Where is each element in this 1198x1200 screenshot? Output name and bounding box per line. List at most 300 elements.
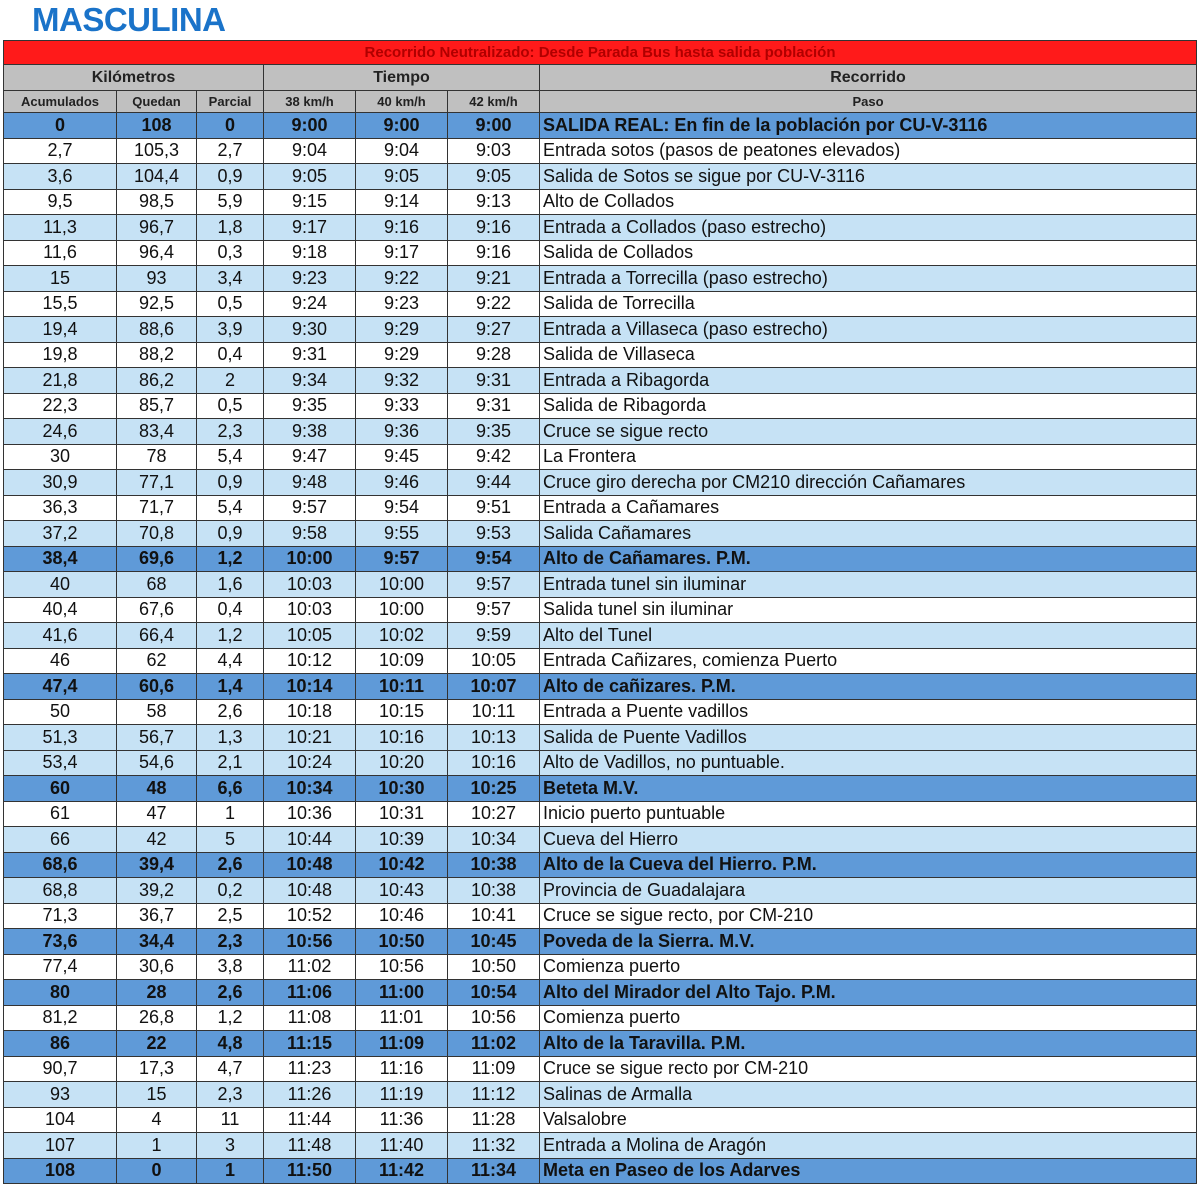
cell-km-acumulados: 46 [4, 648, 117, 674]
cell-km-quedan: 48 [117, 776, 197, 802]
cell-time-42: 10:41 [448, 903, 540, 929]
cell-time-42: 11:34 [448, 1158, 540, 1184]
cell-km-acumulados: 37,2 [4, 521, 117, 547]
cell-km-parcial: 2,6 [197, 980, 264, 1006]
cell-km-quedan: 86,2 [117, 368, 197, 394]
cell-km-parcial: 2,6 [197, 699, 264, 725]
cell-km-parcial: 1,2 [197, 546, 264, 572]
cell-km-parcial: 5,4 [197, 495, 264, 521]
cell-paso: SALIDA REAL: En fin de la población por CU-V-3116 [540, 113, 1197, 139]
cell-paso: Alto del Tunel [540, 623, 1197, 649]
cell-time-42: 10:16 [448, 750, 540, 776]
cell-time-38: 9:57 [264, 495, 356, 521]
cell-time-40: 10:20 [356, 750, 448, 776]
cell-km-quedan: 88,6 [117, 317, 197, 343]
cell-time-42: 10:56 [448, 1005, 540, 1031]
table-row [4, 368, 1197, 394]
cell-time-38: 9:04 [264, 138, 356, 164]
cell-paso: Alto de Collados [540, 189, 1197, 215]
cell-paso: Entrada a Collados (paso estrecho) [540, 215, 1197, 241]
cell-km-quedan: 83,4 [117, 419, 197, 445]
table-row [4, 1133, 1197, 1159]
cell-km-quedan: 56,7 [117, 725, 197, 751]
cell-km-acumulados: 40 [4, 572, 117, 598]
cell-time-40: 10:31 [356, 801, 448, 827]
group-time: Tiempo [264, 65, 540, 91]
cell-km-quedan: 104,4 [117, 164, 197, 190]
cell-time-38: 10:48 [264, 852, 356, 878]
cell-paso: Salida de Torrecilla [540, 291, 1197, 317]
cell-paso: Entrada Cañizares, comienza Puerto [540, 648, 1197, 674]
cell-paso: Alto del Mirador del Alto Tajo. P.M. [540, 980, 1197, 1006]
cell-km-quedan: 69,6 [117, 546, 197, 572]
cell-km-parcial: 0,5 [197, 393, 264, 419]
cell-time-42: 10:50 [448, 954, 540, 980]
cell-km-quedan: 58 [117, 699, 197, 725]
cell-time-38: 10:18 [264, 699, 356, 725]
cell-time-40: 9:29 [356, 317, 448, 343]
cell-time-42: 11:32 [448, 1133, 540, 1159]
table-row [4, 597, 1197, 623]
cell-time-38: 9:18 [264, 240, 356, 266]
cell-km-acumulados: 19,4 [4, 317, 117, 343]
cell-km-quedan: 92,5 [117, 291, 197, 317]
cell-time-42: 11:28 [448, 1107, 540, 1133]
cell-time-42: 11:12 [448, 1082, 540, 1108]
table-row [4, 980, 1197, 1006]
cell-km-quedan: 28 [117, 980, 197, 1006]
cell-time-40: 11:00 [356, 980, 448, 1006]
cell-paso: Poveda de la Sierra. M.V. [540, 929, 1197, 955]
cell-km-acumulados: 68,8 [4, 878, 117, 904]
cell-time-42: 10:38 [448, 852, 540, 878]
cell-km-acumulados: 71,3 [4, 903, 117, 929]
cell-time-38: 9:24 [264, 291, 356, 317]
banner-text: Recorrido Neutralizado: Desde Parada Bus hasta salida población [4, 41, 1197, 65]
cell-paso: Entrada a Ribagorda [540, 368, 1197, 394]
table-row [4, 572, 1197, 598]
cell-km-acumulados: 38,4 [4, 546, 117, 572]
table-row [4, 1158, 1197, 1184]
cell-km-quedan: 108 [117, 113, 197, 139]
cell-time-42: 9:16 [448, 240, 540, 266]
col-38kmh: 38 km/h [264, 91, 356, 113]
cell-time-40: 9:55 [356, 521, 448, 547]
cell-km-acumulados: 41,6 [4, 623, 117, 649]
cell-time-42: 9:03 [448, 138, 540, 164]
cell-km-parcial: 3,4 [197, 266, 264, 292]
cell-paso: Alto de Vadillos, no puntuable. [540, 750, 1197, 776]
cell-time-40: 9:33 [356, 393, 448, 419]
page-title: MASCULINA [32, 1, 226, 38]
table-row [4, 903, 1197, 929]
cell-time-40: 10:00 [356, 597, 448, 623]
cell-paso: Cruce se sigue recto por CM-210 [540, 1056, 1197, 1082]
cell-km-acumulados: 30,9 [4, 470, 117, 496]
cell-time-38: 11:48 [264, 1133, 356, 1159]
cell-km-parcial: 2,3 [197, 1082, 264, 1108]
cell-km-parcial: 4,7 [197, 1056, 264, 1082]
cell-km-quedan: 62 [117, 648, 197, 674]
cell-km-acumulados: 36,3 [4, 495, 117, 521]
cell-km-parcial: 3 [197, 1133, 264, 1159]
cell-time-42: 10:13 [448, 725, 540, 751]
cell-paso: Salida tunel sin iluminar [540, 597, 1197, 623]
cell-time-38: 11:02 [264, 954, 356, 980]
table-row [4, 240, 1197, 266]
table-row [4, 164, 1197, 190]
cell-time-42: 9:57 [448, 597, 540, 623]
cell-km-acumulados: 3,6 [4, 164, 117, 190]
cell-time-40: 10:46 [356, 903, 448, 929]
table-row [4, 189, 1197, 215]
cell-km-acumulados: 47,4 [4, 674, 117, 700]
banner-row [4, 41, 1197, 65]
cell-km-parcial: 2,1 [197, 750, 264, 776]
cell-time-38: 9:15 [264, 189, 356, 215]
cell-time-42: 9:31 [448, 368, 540, 394]
cell-km-acumulados: 107 [4, 1133, 117, 1159]
cell-time-40: 10:15 [356, 699, 448, 725]
table-row [4, 1005, 1197, 1031]
cell-time-42: 10:11 [448, 699, 540, 725]
table-row [4, 725, 1197, 751]
table-row [4, 648, 1197, 674]
cell-km-acumulados: 104 [4, 1107, 117, 1133]
cell-paso: Cruce giro derecha por CM210 dirección Cañamares [540, 470, 1197, 496]
table-row [4, 521, 1197, 547]
col-42kmh: 42 km/h [448, 91, 540, 113]
table-row [4, 266, 1197, 292]
cell-time-40: 9:32 [356, 368, 448, 394]
cell-km-quedan: 67,6 [117, 597, 197, 623]
cell-km-parcial: 5,4 [197, 444, 264, 470]
cell-time-38: 10:00 [264, 546, 356, 572]
col-paso: Paso [540, 91, 1197, 113]
cell-time-38: 10:21 [264, 725, 356, 751]
cell-km-parcial: 1,3 [197, 725, 264, 751]
cell-time-38: 11:23 [264, 1056, 356, 1082]
cell-time-38: 9:34 [264, 368, 356, 394]
cell-km-acumulados: 51,3 [4, 725, 117, 751]
cell-time-38: 10:44 [264, 827, 356, 853]
cell-km-acumulados: 81,2 [4, 1005, 117, 1031]
cell-km-acumulados: 22,3 [4, 393, 117, 419]
cell-time-40: 11:19 [356, 1082, 448, 1108]
table-row [4, 393, 1197, 419]
cell-time-42: 10:45 [448, 929, 540, 955]
table-row [4, 801, 1197, 827]
table-row [4, 546, 1197, 572]
group-route: Recorrido [540, 65, 1197, 91]
cell-km-quedan: 26,8 [117, 1005, 197, 1031]
table-row [4, 1107, 1197, 1133]
cell-km-acumulados: 68,6 [4, 852, 117, 878]
cell-km-quedan: 30,6 [117, 954, 197, 980]
cell-paso: Salida de Collados [540, 240, 1197, 266]
cell-time-42: 9:35 [448, 419, 540, 445]
cell-time-42: 10:38 [448, 878, 540, 904]
cell-time-38: 11:44 [264, 1107, 356, 1133]
table-row [4, 750, 1197, 776]
cell-km-quedan: 66,4 [117, 623, 197, 649]
column-header-row [4, 91, 1197, 113]
cell-paso: Alto de Cañamares. P.M. [540, 546, 1197, 572]
cell-time-40: 10:00 [356, 572, 448, 598]
cell-time-40: 10:50 [356, 929, 448, 955]
cell-km-quedan: 93 [117, 266, 197, 292]
cell-paso: Comienza puerto [540, 1005, 1197, 1031]
cell-km-quedan: 0 [117, 1158, 197, 1184]
cell-time-42: 9:51 [448, 495, 540, 521]
cell-km-quedan: 36,7 [117, 903, 197, 929]
cell-km-parcial: 0,9 [197, 521, 264, 547]
cell-time-42: 10:34 [448, 827, 540, 853]
table-row [4, 419, 1197, 445]
cell-km-acumulados: 19,8 [4, 342, 117, 368]
table-row [4, 444, 1197, 470]
cell-time-38: 10:48 [264, 878, 356, 904]
table-row [4, 954, 1197, 980]
cell-km-acumulados: 11,6 [4, 240, 117, 266]
cell-km-acumulados: 40,4 [4, 597, 117, 623]
cell-time-42: 9:57 [448, 572, 540, 598]
cell-time-38: 11:50 [264, 1158, 356, 1184]
cell-km-acumulados: 93 [4, 1082, 117, 1108]
cell-time-42: 9:44 [448, 470, 540, 496]
cell-paso: Salida de Ribagorda [540, 393, 1197, 419]
cell-km-acumulados: 50 [4, 699, 117, 725]
cell-paso: Salida de Villaseca [540, 342, 1197, 368]
cell-time-38: 9:17 [264, 215, 356, 241]
cell-km-acumulados: 11,3 [4, 215, 117, 241]
cell-time-40: 10:30 [356, 776, 448, 802]
cell-km-acumulados: 90,7 [4, 1056, 117, 1082]
cell-paso: Entrada a Torrecilla (paso estrecho) [540, 266, 1197, 292]
cell-km-acumulados: 60 [4, 776, 117, 802]
cell-time-40: 10:16 [356, 725, 448, 751]
table-row [4, 138, 1197, 164]
cell-km-parcial: 0 [197, 113, 264, 139]
cell-km-parcial: 1 [197, 1158, 264, 1184]
cell-km-quedan: 78 [117, 444, 197, 470]
cell-km-quedan: 39,2 [117, 878, 197, 904]
cell-time-40: 11:01 [356, 1005, 448, 1031]
cell-km-quedan: 96,4 [117, 240, 197, 266]
cell-paso: Alto de la Taravilla. P.M. [540, 1031, 1197, 1057]
table-row [4, 215, 1197, 241]
cell-time-42: 9:21 [448, 266, 540, 292]
cell-paso: Cruce se sigue recto [540, 419, 1197, 445]
cell-time-40: 9:04 [356, 138, 448, 164]
cell-time-42: 9:54 [448, 546, 540, 572]
cell-km-acumulados: 61 [4, 801, 117, 827]
table-row [4, 674, 1197, 700]
cell-km-acumulados: 15,5 [4, 291, 117, 317]
cell-time-38: 11:06 [264, 980, 356, 1006]
table-row [4, 878, 1197, 904]
cell-km-parcial: 5 [197, 827, 264, 853]
cell-km-parcial: 1,6 [197, 572, 264, 598]
cell-km-parcial: 3,9 [197, 317, 264, 343]
cell-time-38: 10:52 [264, 903, 356, 929]
cell-km-parcial: 5,9 [197, 189, 264, 215]
cell-paso: Provincia de Guadalajara [540, 878, 1197, 904]
table-row [4, 291, 1197, 317]
cell-time-42: 9:05 [448, 164, 540, 190]
cell-time-38: 11:08 [264, 1005, 356, 1031]
cell-km-parcial: 2,3 [197, 929, 264, 955]
cell-time-38: 9:31 [264, 342, 356, 368]
cell-time-40: 11:09 [356, 1031, 448, 1057]
cell-time-40: 10:39 [356, 827, 448, 853]
cell-km-parcial: 0,9 [197, 164, 264, 190]
cell-paso: Salida de Puente Vadillos [540, 725, 1197, 751]
cell-time-38: 9:35 [264, 393, 356, 419]
cell-km-acumulados: 9,5 [4, 189, 117, 215]
cell-km-quedan: 77,1 [117, 470, 197, 496]
table-row [4, 495, 1197, 521]
cell-time-40: 9:17 [356, 240, 448, 266]
cell-time-42: 9:13 [448, 189, 540, 215]
cell-time-38: 11:15 [264, 1031, 356, 1057]
cell-km-parcial: 0,4 [197, 597, 264, 623]
cell-time-38: 9:58 [264, 521, 356, 547]
cell-km-acumulados: 0 [4, 113, 117, 139]
cell-time-40: 9:46 [356, 470, 448, 496]
cell-time-40: 10:42 [356, 852, 448, 878]
cell-time-38: 9:05 [264, 164, 356, 190]
cell-time-42: 10:27 [448, 801, 540, 827]
cell-time-40: 11:40 [356, 1133, 448, 1159]
cell-km-parcial: 1,2 [197, 1005, 264, 1031]
cell-paso: Entrada sotos (pasos de peatones elevados) [540, 138, 1197, 164]
cell-km-acumulados: 86 [4, 1031, 117, 1057]
cell-time-40: 9:36 [356, 419, 448, 445]
cell-time-38: 9:47 [264, 444, 356, 470]
cell-time-40: 10:43 [356, 878, 448, 904]
table-row [4, 1082, 1197, 1108]
cell-km-parcial: 4,8 [197, 1031, 264, 1057]
cell-paso: Salinas de Armalla [540, 1082, 1197, 1108]
table-row [4, 470, 1197, 496]
cell-km-quedan: 1 [117, 1133, 197, 1159]
cell-km-acumulados: 73,6 [4, 929, 117, 955]
table-row [4, 776, 1197, 802]
table-row [4, 113, 1197, 139]
cell-km-parcial: 2,7 [197, 138, 264, 164]
cell-km-parcial: 0,4 [197, 342, 264, 368]
cell-paso: Entrada tunel sin iluminar [540, 572, 1197, 598]
cell-km-acumulados: 77,4 [4, 954, 117, 980]
cell-time-38: 9:48 [264, 470, 356, 496]
cell-km-quedan: 17,3 [117, 1056, 197, 1082]
table-row [4, 1031, 1197, 1057]
cell-km-parcial: 4,4 [197, 648, 264, 674]
cell-time-42: 9:00 [448, 113, 540, 139]
cell-time-42: 10:25 [448, 776, 540, 802]
cell-time-40: 10:02 [356, 623, 448, 649]
col-40kmh: 40 km/h [356, 91, 448, 113]
cell-time-40: 9:29 [356, 342, 448, 368]
cell-time-42: 10:07 [448, 674, 540, 700]
cell-km-acumulados: 80 [4, 980, 117, 1006]
table-row [4, 623, 1197, 649]
cell-km-parcial: 1,4 [197, 674, 264, 700]
cell-km-parcial: 0,9 [197, 470, 264, 496]
cell-km-quedan: 105,3 [117, 138, 197, 164]
cell-km-quedan: 54,6 [117, 750, 197, 776]
cell-km-quedan: 34,4 [117, 929, 197, 955]
cell-time-38: 10:36 [264, 801, 356, 827]
cell-km-acumulados: 30 [4, 444, 117, 470]
cell-km-quedan: 71,7 [117, 495, 197, 521]
col-parcial: Parcial [197, 91, 264, 113]
cell-paso: Inicio puerto puntuable [540, 801, 1197, 827]
cell-km-acumulados: 21,8 [4, 368, 117, 394]
cell-time-38: 10:34 [264, 776, 356, 802]
cell-km-parcial: 3,8 [197, 954, 264, 980]
cell-time-38: 11:26 [264, 1082, 356, 1108]
cell-km-parcial: 0,3 [197, 240, 264, 266]
cell-paso: Alto de cañizares. P.M. [540, 674, 1197, 700]
cell-paso: Salida Cañamares [540, 521, 1197, 547]
cell-time-40: 10:11 [356, 674, 448, 700]
cell-time-40: 9:16 [356, 215, 448, 241]
cell-time-40: 9:22 [356, 266, 448, 292]
cell-time-42: 10:05 [448, 648, 540, 674]
cell-km-quedan: 60,6 [117, 674, 197, 700]
cell-paso: Entrada a Molina de Aragón [540, 1133, 1197, 1159]
table-row [4, 699, 1197, 725]
cell-km-acumulados: 15 [4, 266, 117, 292]
cell-km-acumulados: 108 [4, 1158, 117, 1184]
cell-km-quedan: 4 [117, 1107, 197, 1133]
col-quedan: Quedan [117, 91, 197, 113]
col-acumulados: Acumulados [4, 91, 117, 113]
table-row [4, 342, 1197, 368]
cell-time-42: 9:53 [448, 521, 540, 547]
cell-paso: Meta en Paseo de los Adarves [540, 1158, 1197, 1184]
cell-paso: Valsalobre [540, 1107, 1197, 1133]
cell-km-parcial: 11 [197, 1107, 264, 1133]
cell-paso: Comienza puerto [540, 954, 1197, 980]
cell-time-38: 10:12 [264, 648, 356, 674]
cell-time-40: 9:05 [356, 164, 448, 190]
cell-time-42: 9:16 [448, 215, 540, 241]
cell-paso: Cruce se sigue recto, por CM-210 [540, 903, 1197, 929]
cell-paso: Cueva del Hierro [540, 827, 1197, 853]
cell-time-42: 9:42 [448, 444, 540, 470]
cell-time-40: 10:56 [356, 954, 448, 980]
cell-paso: Alto de la Cueva del Hierro. P.M. [540, 852, 1197, 878]
cell-time-42: 11:02 [448, 1031, 540, 1057]
cell-time-40: 11:42 [356, 1158, 448, 1184]
cell-time-38: 10:05 [264, 623, 356, 649]
cell-km-acumulados: 2,7 [4, 138, 117, 164]
cell-time-40: 11:36 [356, 1107, 448, 1133]
cell-time-42: 9:59 [448, 623, 540, 649]
cell-time-38: 10:03 [264, 597, 356, 623]
cell-km-parcial: 1 [197, 801, 264, 827]
cell-km-parcial: 2,6 [197, 852, 264, 878]
cell-time-42: 9:27 [448, 317, 540, 343]
cell-paso: Entrada a Puente vadillos [540, 699, 1197, 725]
cell-km-acumulados: 66 [4, 827, 117, 853]
cell-time-40: 9:54 [356, 495, 448, 521]
cell-time-42: 9:28 [448, 342, 540, 368]
group-header-row [4, 65, 1197, 91]
